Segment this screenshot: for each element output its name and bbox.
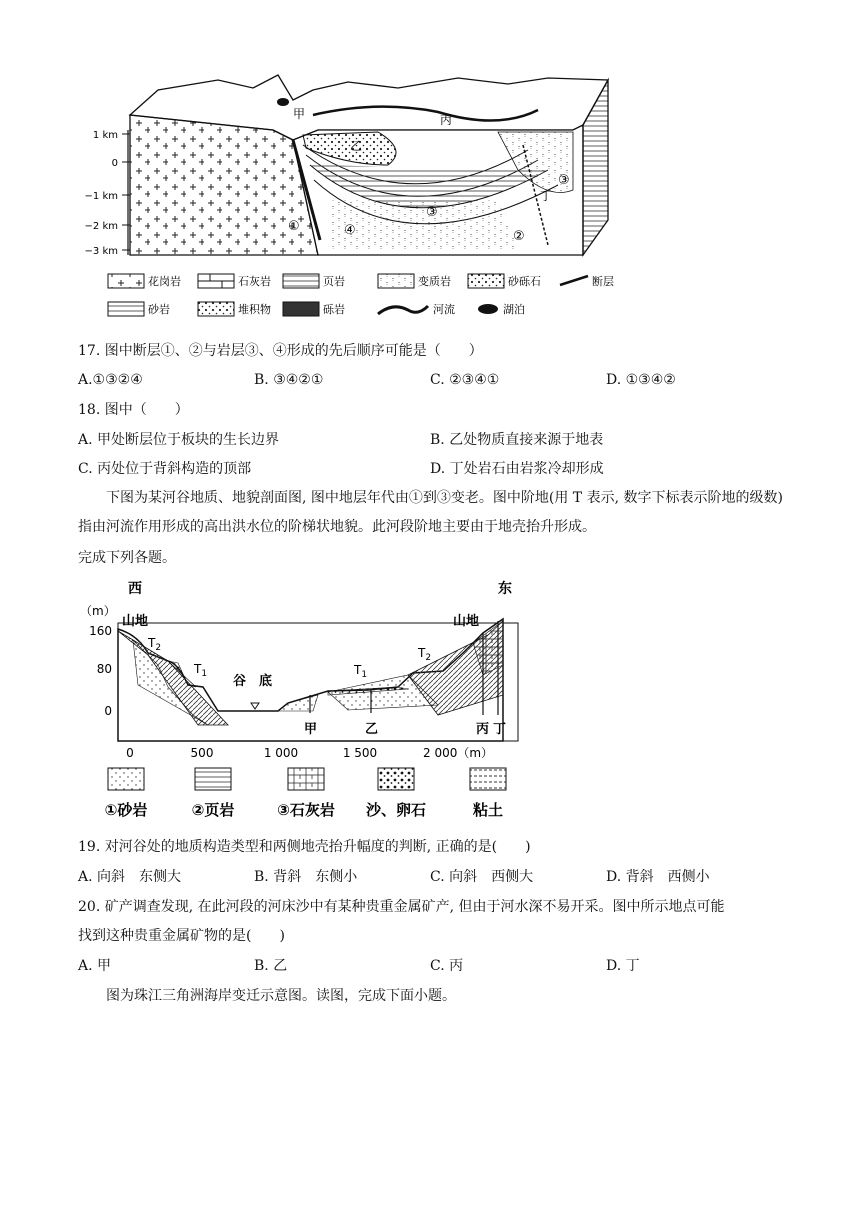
q20-option-b[interactable]: B. 乙 <box>254 958 288 974</box>
legend-label: 沙、卵石 <box>365 801 427 819</box>
depth-label: −2 km <box>84 221 118 232</box>
q19-option-b[interactable]: B. 背斜 东侧小 <box>254 869 358 885</box>
legend-label: 堆积物 <box>238 303 271 316</box>
y-tick-label: 80 <box>96 662 112 676</box>
q19-option-c[interactable]: C. 向斜 西侧大 <box>430 869 534 885</box>
label-4: ④ <box>344 223 356 238</box>
geologic-block-diagram <box>78 70 633 330</box>
label-ding: 丁 <box>540 189 553 203</box>
label-yi: 乙 <box>350 139 363 153</box>
depth-label: 1 km <box>92 130 118 141</box>
depth-axis <box>85 130 130 257</box>
legend-label: ③石灰岩 <box>277 801 335 819</box>
q20-stem-line2: 找到这种贵重金属矿物的是( ) <box>78 928 285 944</box>
legend-label: 变质岩 <box>418 275 451 288</box>
q17-stem: 17. 图中断层①、②与岩层③、④形成的先后顺序可能是（ ） <box>78 343 483 359</box>
lake <box>277 98 289 106</box>
terrace-t2-left: $T_2$ <box>148 636 162 653</box>
terrace-t2-right: $T_2$ <box>418 646 432 663</box>
terrace-t1-left: $T_1$ <box>194 662 208 679</box>
east-label: 东 <box>498 581 512 597</box>
point-bing: 丙 <box>476 722 490 737</box>
q18-stem: 18. 图中（ ） <box>78 402 189 418</box>
legend-label: 粘土 <box>472 801 504 819</box>
legend-label: 石灰岩 <box>238 275 271 288</box>
mountain-right-label: 山地 <box>453 614 480 629</box>
depth-label: −3 km <box>84 246 118 257</box>
q20-option-c[interactable]: C. 丙 <box>430 958 464 974</box>
terrace-t1-right: $T_1$ <box>354 663 368 680</box>
legend-label: 断层 <box>592 275 614 288</box>
mountain-left-label: 山地 <box>122 614 149 629</box>
depth-label: −1 km <box>84 191 118 202</box>
legend-label: 砾岩 <box>323 303 345 316</box>
q19-option-a[interactable]: A. 向斜 东侧大 <box>78 869 182 885</box>
label-bing: 丙 <box>440 113 453 127</box>
legend-label: 页岩 <box>323 275 345 288</box>
q17-option-a[interactable]: A.①③②④ <box>78 372 143 388</box>
point-ding: 丁 <box>493 722 507 737</box>
legend-label: ①砂岩 <box>104 801 148 819</box>
west-label: 西 <box>128 581 142 597</box>
q19-option-d[interactable]: D. 背斜 西侧小 <box>606 869 710 885</box>
legend-label: 砂砾石 <box>508 275 541 288</box>
q17-option-d[interactable]: D. ①③④② <box>606 372 676 388</box>
legend-label: 河流 <box>433 303 455 316</box>
intro-paragraph-3: 图为珠江三角洲海岸变迁示意图。读图，完成下面小题。 <box>106 988 456 1004</box>
y-tick-label: 0 <box>104 704 112 718</box>
q18-option-a[interactable]: A. 甲处断层位于板块的生长边界 <box>78 432 280 448</box>
point-yi: 乙 <box>365 722 379 737</box>
label-jia: 甲 <box>293 107 306 121</box>
q20-option-a[interactable]: A. 甲 <box>78 958 112 974</box>
instruction-text: 完成下列各题。 <box>78 550 176 566</box>
point-jia: 甲 <box>304 722 318 737</box>
valley-legend <box>105 768 506 819</box>
q17-option-b[interactable]: B. ③④②① <box>254 372 324 388</box>
label-3: ③ <box>426 205 438 220</box>
q20-stem-line1: 20. 矿产调查发现, 在此河段的河床沙中有某种贵重金属矿产, 但由于河水深不易开采。图中所示地点可能 <box>78 899 725 915</box>
y-tick-label: 160 <box>89 624 112 638</box>
y-unit-label: （m） <box>80 604 116 618</box>
x-tick-label: 1 500 <box>342 746 378 760</box>
q18-option-b[interactable]: B. 乙处物质直接来源于地表 <box>430 432 604 448</box>
legend-label: ②页岩 <box>191 801 235 819</box>
valley-floor-label: 谷 底 <box>233 674 273 689</box>
legend-label: 湖泊 <box>503 303 525 316</box>
x-tick-label: 2 000（m） <box>423 746 494 760</box>
label-3b: ③ <box>558 173 570 188</box>
valley-profile-diagram <box>78 575 528 830</box>
x-tick-label: 0 <box>126 746 134 760</box>
q18-option-d[interactable]: D. 丁处岩石由岩浆冷却形成 <box>430 461 604 477</box>
label-1: ① <box>288 219 300 234</box>
q18-option-c[interactable]: C. 丙处位于背斜构造的顶部 <box>78 461 252 477</box>
q19-stem: 19. 对河谷处的地质构造类型和两侧地壳抬升幅度的判断, 正确的是( ) <box>78 839 531 855</box>
q17-option-c[interactable]: C. ②③④① <box>430 372 500 388</box>
intro-paragraph: 下图为某河谷地质、地貌剖面图, 图中地层年代由①到③变老。图中阶地(用 T 表示, 数字下标表示阶地的级数)指由河流作用形成的高出洪水位的阶梯状地貌。此河段阶地主要由于地壳抬升形成。 <box>78 490 783 535</box>
depth-label: 0 <box>111 158 118 169</box>
q20-option-d[interactable]: D. 丁 <box>606 958 640 974</box>
legend-label: 花岗岩 <box>148 275 181 288</box>
x-tick-label: 1 000 <box>263 746 299 760</box>
legend <box>108 274 614 316</box>
label-2: ② <box>513 229 525 244</box>
legend-label: 砂岩 <box>148 303 170 316</box>
x-tick-label: 500 <box>190 746 214 760</box>
